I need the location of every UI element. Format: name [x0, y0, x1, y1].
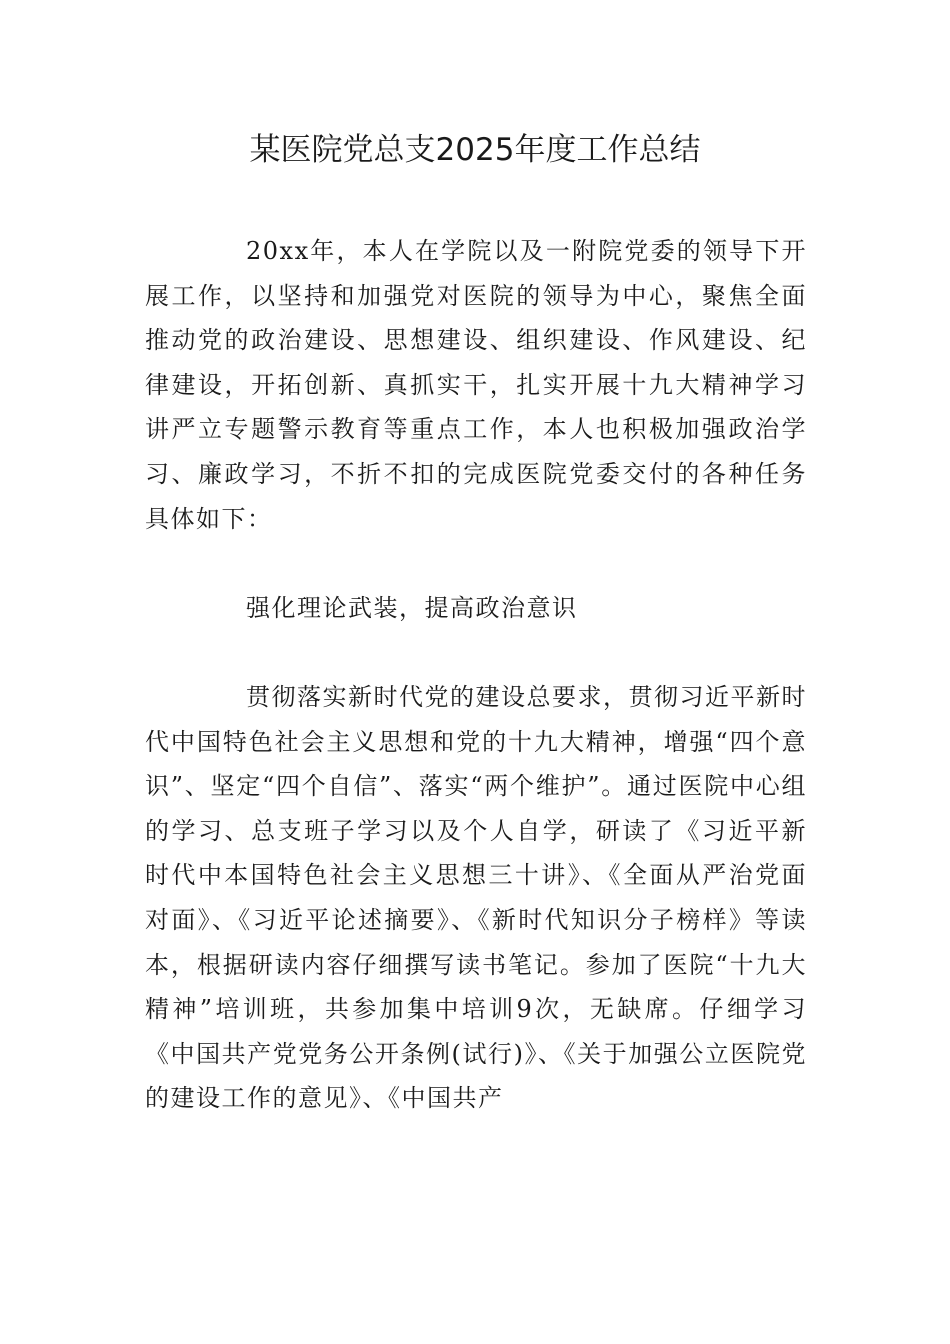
- intro-paragraph: 20xx年，本人在学院以及一附院党委的领导下开展工作，以坚持和加强党对医院的领导为中心，聚焦全面推动党的政治建设、思想建设、组织建设、作风建设、纪律建设，开拓创新、真抓实干，扎实开展十九大精神学习讲严立专题警示教育等重点工作，本人也积极加强政治学习、廉政学习，不折不扣的完成医院党委交付的各种任务具体如下：: [145, 237, 807, 533]
- paragraph-spacer: [145, 630, 807, 675]
- body-paragraph: 贯彻落实新时代党的建设总要求，贯彻习近平新时代中国特色社会主义思想和党的十九大精神，增强“四个意识”、坚定“四个自信”、落实“两个维护”。通过医院中心组的学习、总支班子学习以及个人自学，研读了《习近平新时代中本国特色社会主义思想三十讲》、《全面从严治党面对面》、《习近平论述摘要》、《新时代知识分子榜样》等读本，根据研读内容仔细撰写读书笔记。参加了医院“十九大精神”培训班，共参加集中培训9次，无缺席。仔细学习《中国共产党党务公开条例(试行)》、《关于加强公立医院党的建设工作的意见》、《中国共产: [145, 682, 807, 1113]
- document-body: [145, 229, 807, 1121]
- paragraph-spacer: [145, 541, 807, 586]
- document-title: 某医院党总支2025年度工作总结: [249, 132, 701, 168]
- section-heading: 强化理论武装，提高政治意识: [246, 593, 578, 622]
